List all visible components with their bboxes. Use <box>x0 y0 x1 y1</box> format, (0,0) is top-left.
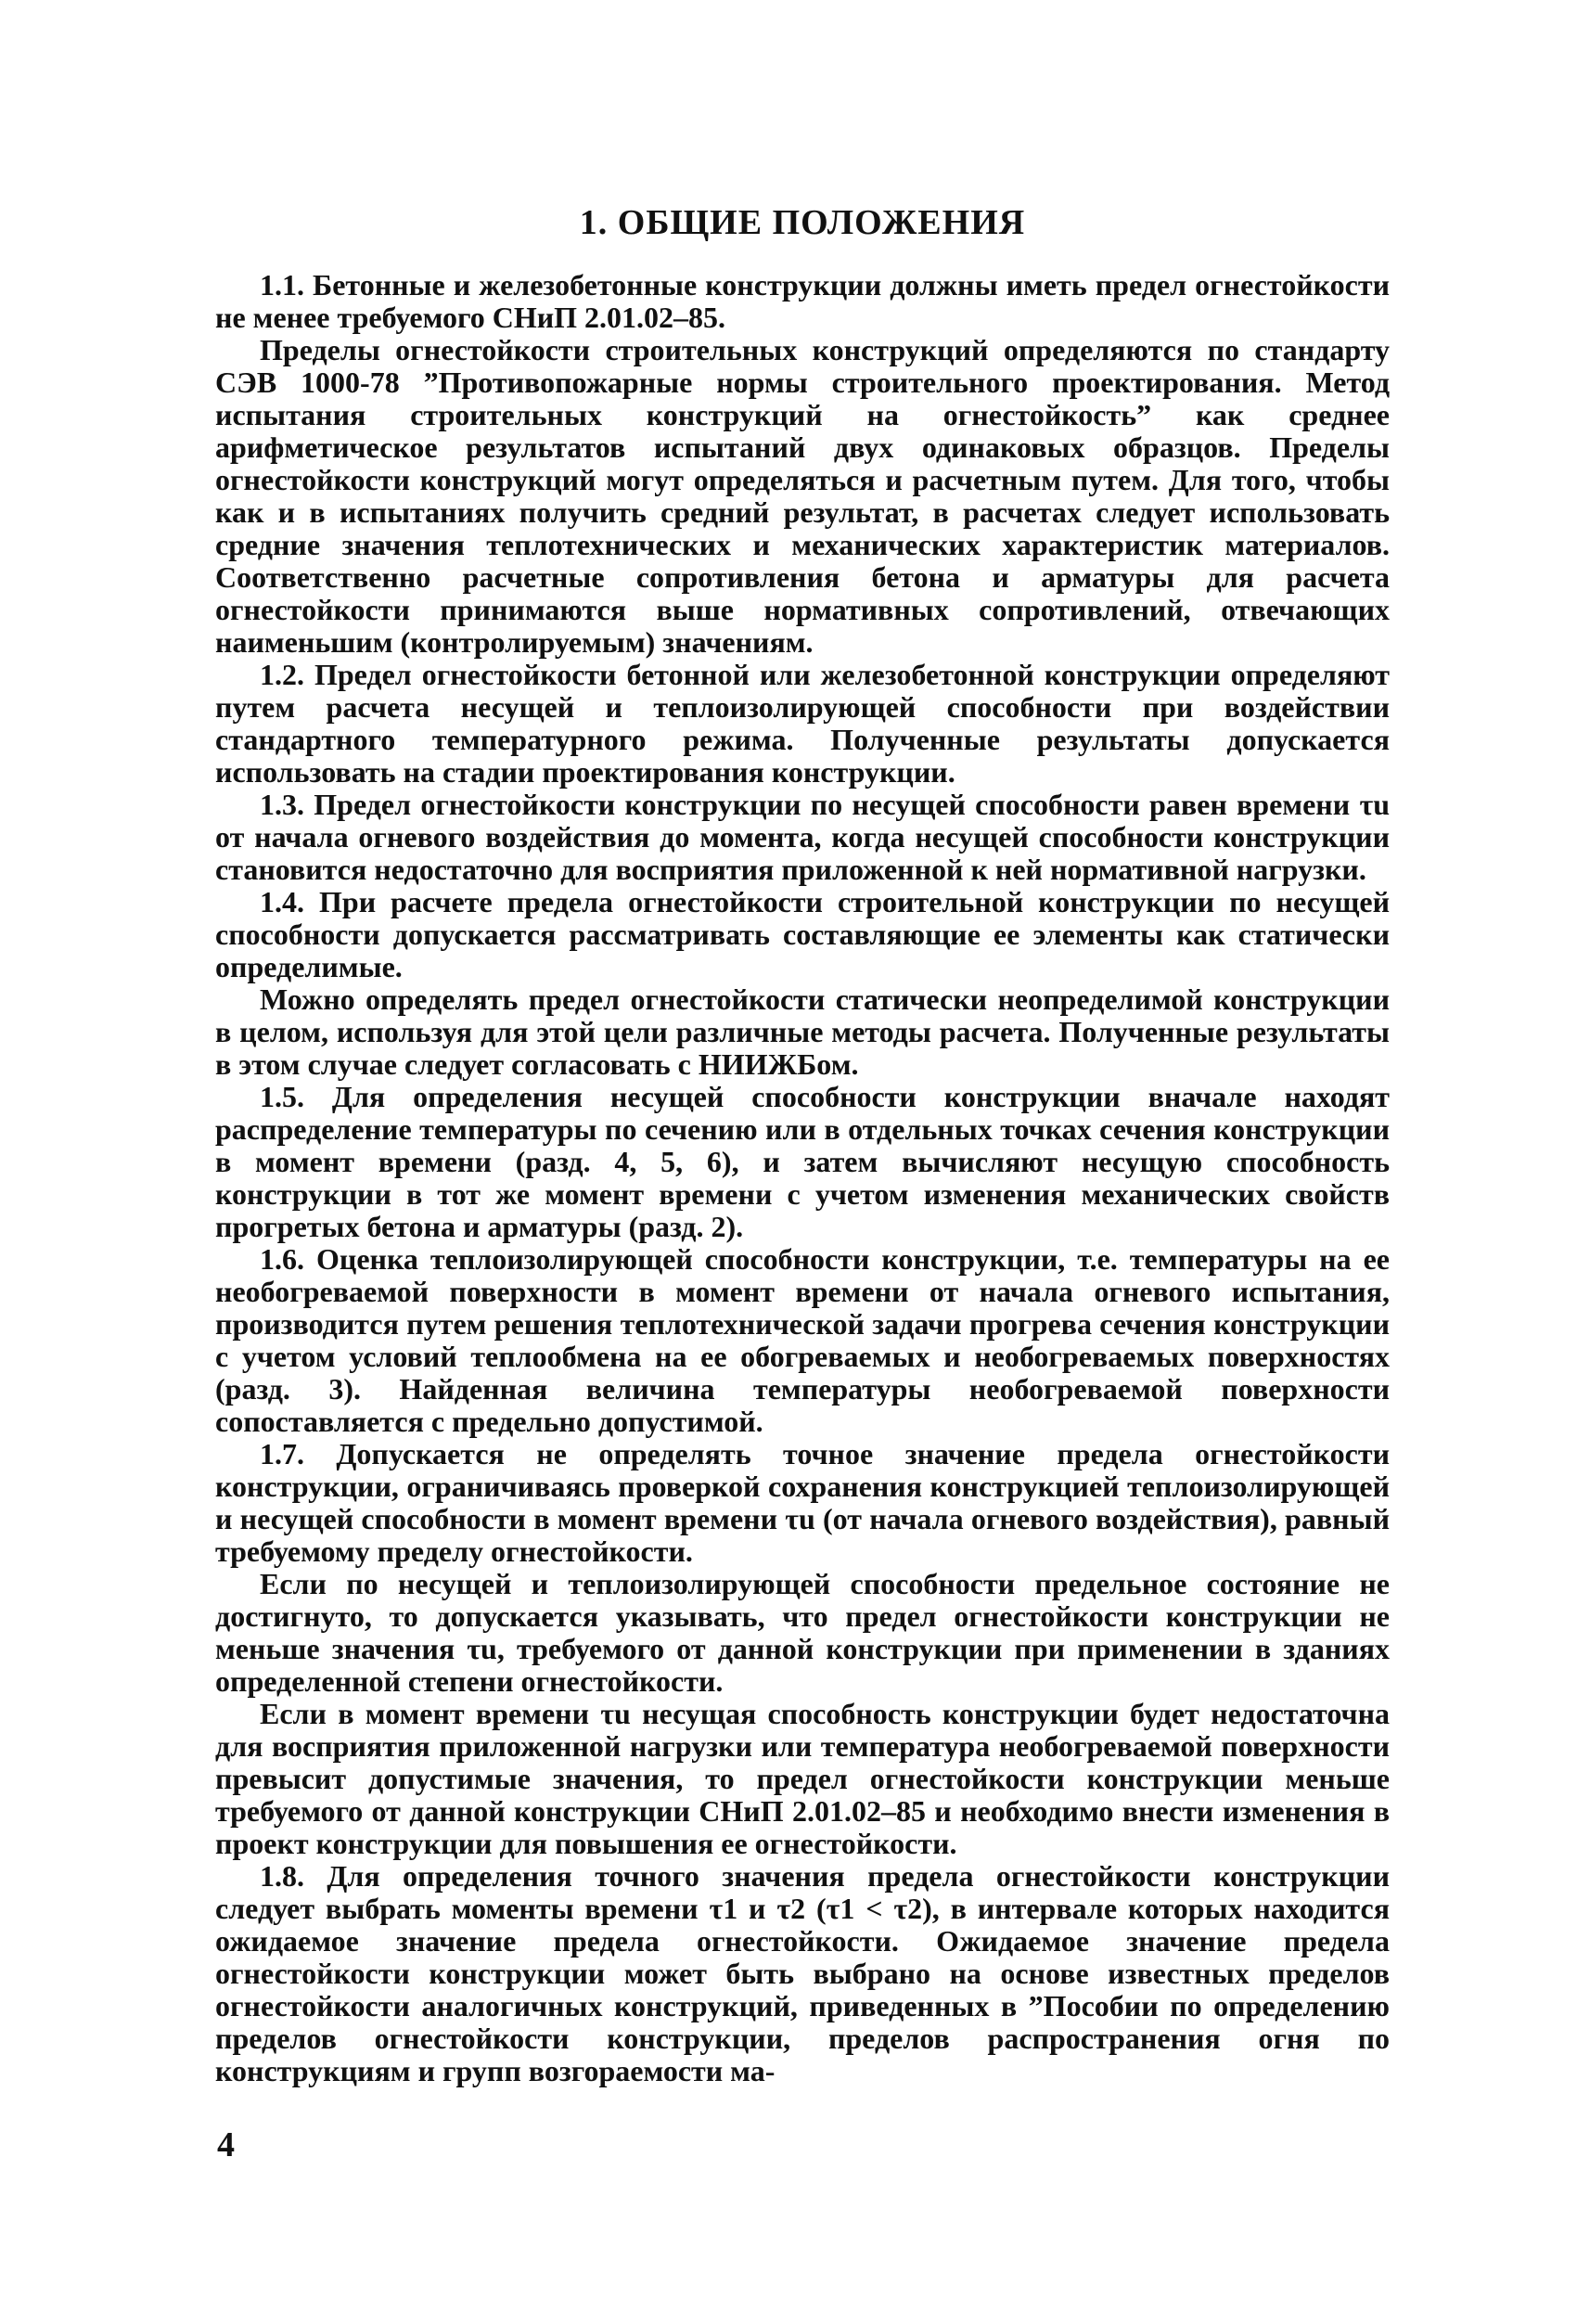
paragraph-limit-state-not-reached: Если по несущей и теплоизолирующей способности предельное состояние не достигнуто, то допускается указывать, что предел огнестойкости конструкции не меньше значения τu, требуемого от данной конструкции при применении в зданиях определенной степени огнестойкости. <box>215 1567 1390 1698</box>
document-body <box>215 269 1390 2087</box>
paragraph-statically-indeterminate: Можно определять предел огнестойкости статически неопределимой конструкции в целом, используя для этой цели различные методы расчета. Полученные результаты в этом случае следует согласовать с НИИЖБом. <box>215 982 1390 1081</box>
paragraph-1-8: 1.8. Для определения точного значения предела огнестойкости конструкции следует выбрать моменты времени τ1 и τ2 (τ1 < τ2), в интервале которых находится ожидаемое значение предела огнестойкости. Ожидаемое значение предела огнестойкости конструкции может быть выбрано на основе известных пределов огнестойкости аналогичных конструкций, приведенных в ”Пособии по определению пределов огнестойкости конструкции, пределов распространения огня по конструкциям и групп возгораемости ма- <box>215 1859 1390 2087</box>
paragraph-1-5: 1.5. Для определения несущей способности конструкции вначале находят распределение температуры по сечению или в отдельных точках сечения конструкции в момент времени (разд. 4, 5, 6), и затем вычисляют несущую способность конструкции в тот же момент времени с учетом изменения механических свойств прогретых бетона и арматуры (разд. 2). <box>215 1080 1390 1243</box>
paragraph-insufficient-capacity: Если в момент времени τu несущая способность конструкции будет недостаточна для восприятия приложенной нагрузки или температура необогреваемой поверхности превысит допустимые значения, то предел огнестойкости конструкции меньше требуемого от данной конструкции СНиП 2.01.02–85 и необходимо внести изменения в проект конструкции для повышения ее огнестойкости. <box>215 1697 1390 1860</box>
paragraph-1-4: 1.4. При расчете предела огнестойкости строительной конструкции по несущей способности допускается рассматривать составляющие ее элементы как статически определимые. <box>215 885 1390 983</box>
page-number: 4 <box>217 2125 235 2164</box>
paragraph-1-7: 1.7. Допускается не определять точное значение предела огнестойкости конструкции, ограничиваясь проверкой сохранения конструкцией теплоизолирующей и несущей способности в момент времени τu (от начала огневого воздействия), равный требуемому пределу огнестойкости. <box>215 1437 1390 1568</box>
paragraph-fire-resistance-limits: Пределы огнестойкости строительных конструкций определяются по стандарту СЭВ 1000-78 ”Противопожарные нормы строительного проектирования. Метод испытания строительных конструкций на огнестойкость” как среднее арифметическое результатов испытаний двух одинаковых образцов. Пределы огнестойкости конструкций могут определяться и расчетным путем. Для того, чтобы как и в испытаниях получить средний результат, в расчетах следует использовать средние значения теплотехнических и механических характеристик материалов. Соответственно расчетные сопротивления бетона и арматуры для расчета огнестойкости принимаются выше нормативных сопротивлений, отвечающих наименьшим (контролируемым) значениям. <box>215 333 1390 659</box>
paragraph-1-3: 1.3. Предел огнестойкости конструкции по несущей способности равен времени τu от начала огневого воздействия до момента, когда несущей способности конструкции становится недостаточно для восприятия приложенной к ней нормативной нагрузки. <box>215 788 1390 886</box>
section-heading: 1. ОБЩИЕ ПОЛОЖЕНИЯ <box>579 203 1026 242</box>
paragraph-1-1: 1.1. Бетонные и железобетонные конструкции должны иметь предел огнестойкости не менее требуемого СНиП 2.01.02–85. <box>215 268 1390 334</box>
paragraph-1-6: 1.6. Оценка теплоизолирующей способности конструкции, т.е. температуры на ее необогреваемой поверхности в момент времени от начала огневого испытания, производится путем решения теплотехнической задачи прогрева сечения конструкции с учетом условий теплообмена на ее обогреваемых и необогреваемых поверхностях (разд. 3). Найденная величина температуры необогреваемой поверхности сопоставляется с предельно допустимой. <box>215 1242 1390 1438</box>
paragraph-1-2: 1.2. Предел огнестойкости бетонной или железобетонной конструкции определяют путем расчета несущей и теплоизолирующей способности при воздействии стандартного температурного режима. Полученные результаты допускается использовать на стадии проектирования конструкции. <box>215 658 1390 789</box>
